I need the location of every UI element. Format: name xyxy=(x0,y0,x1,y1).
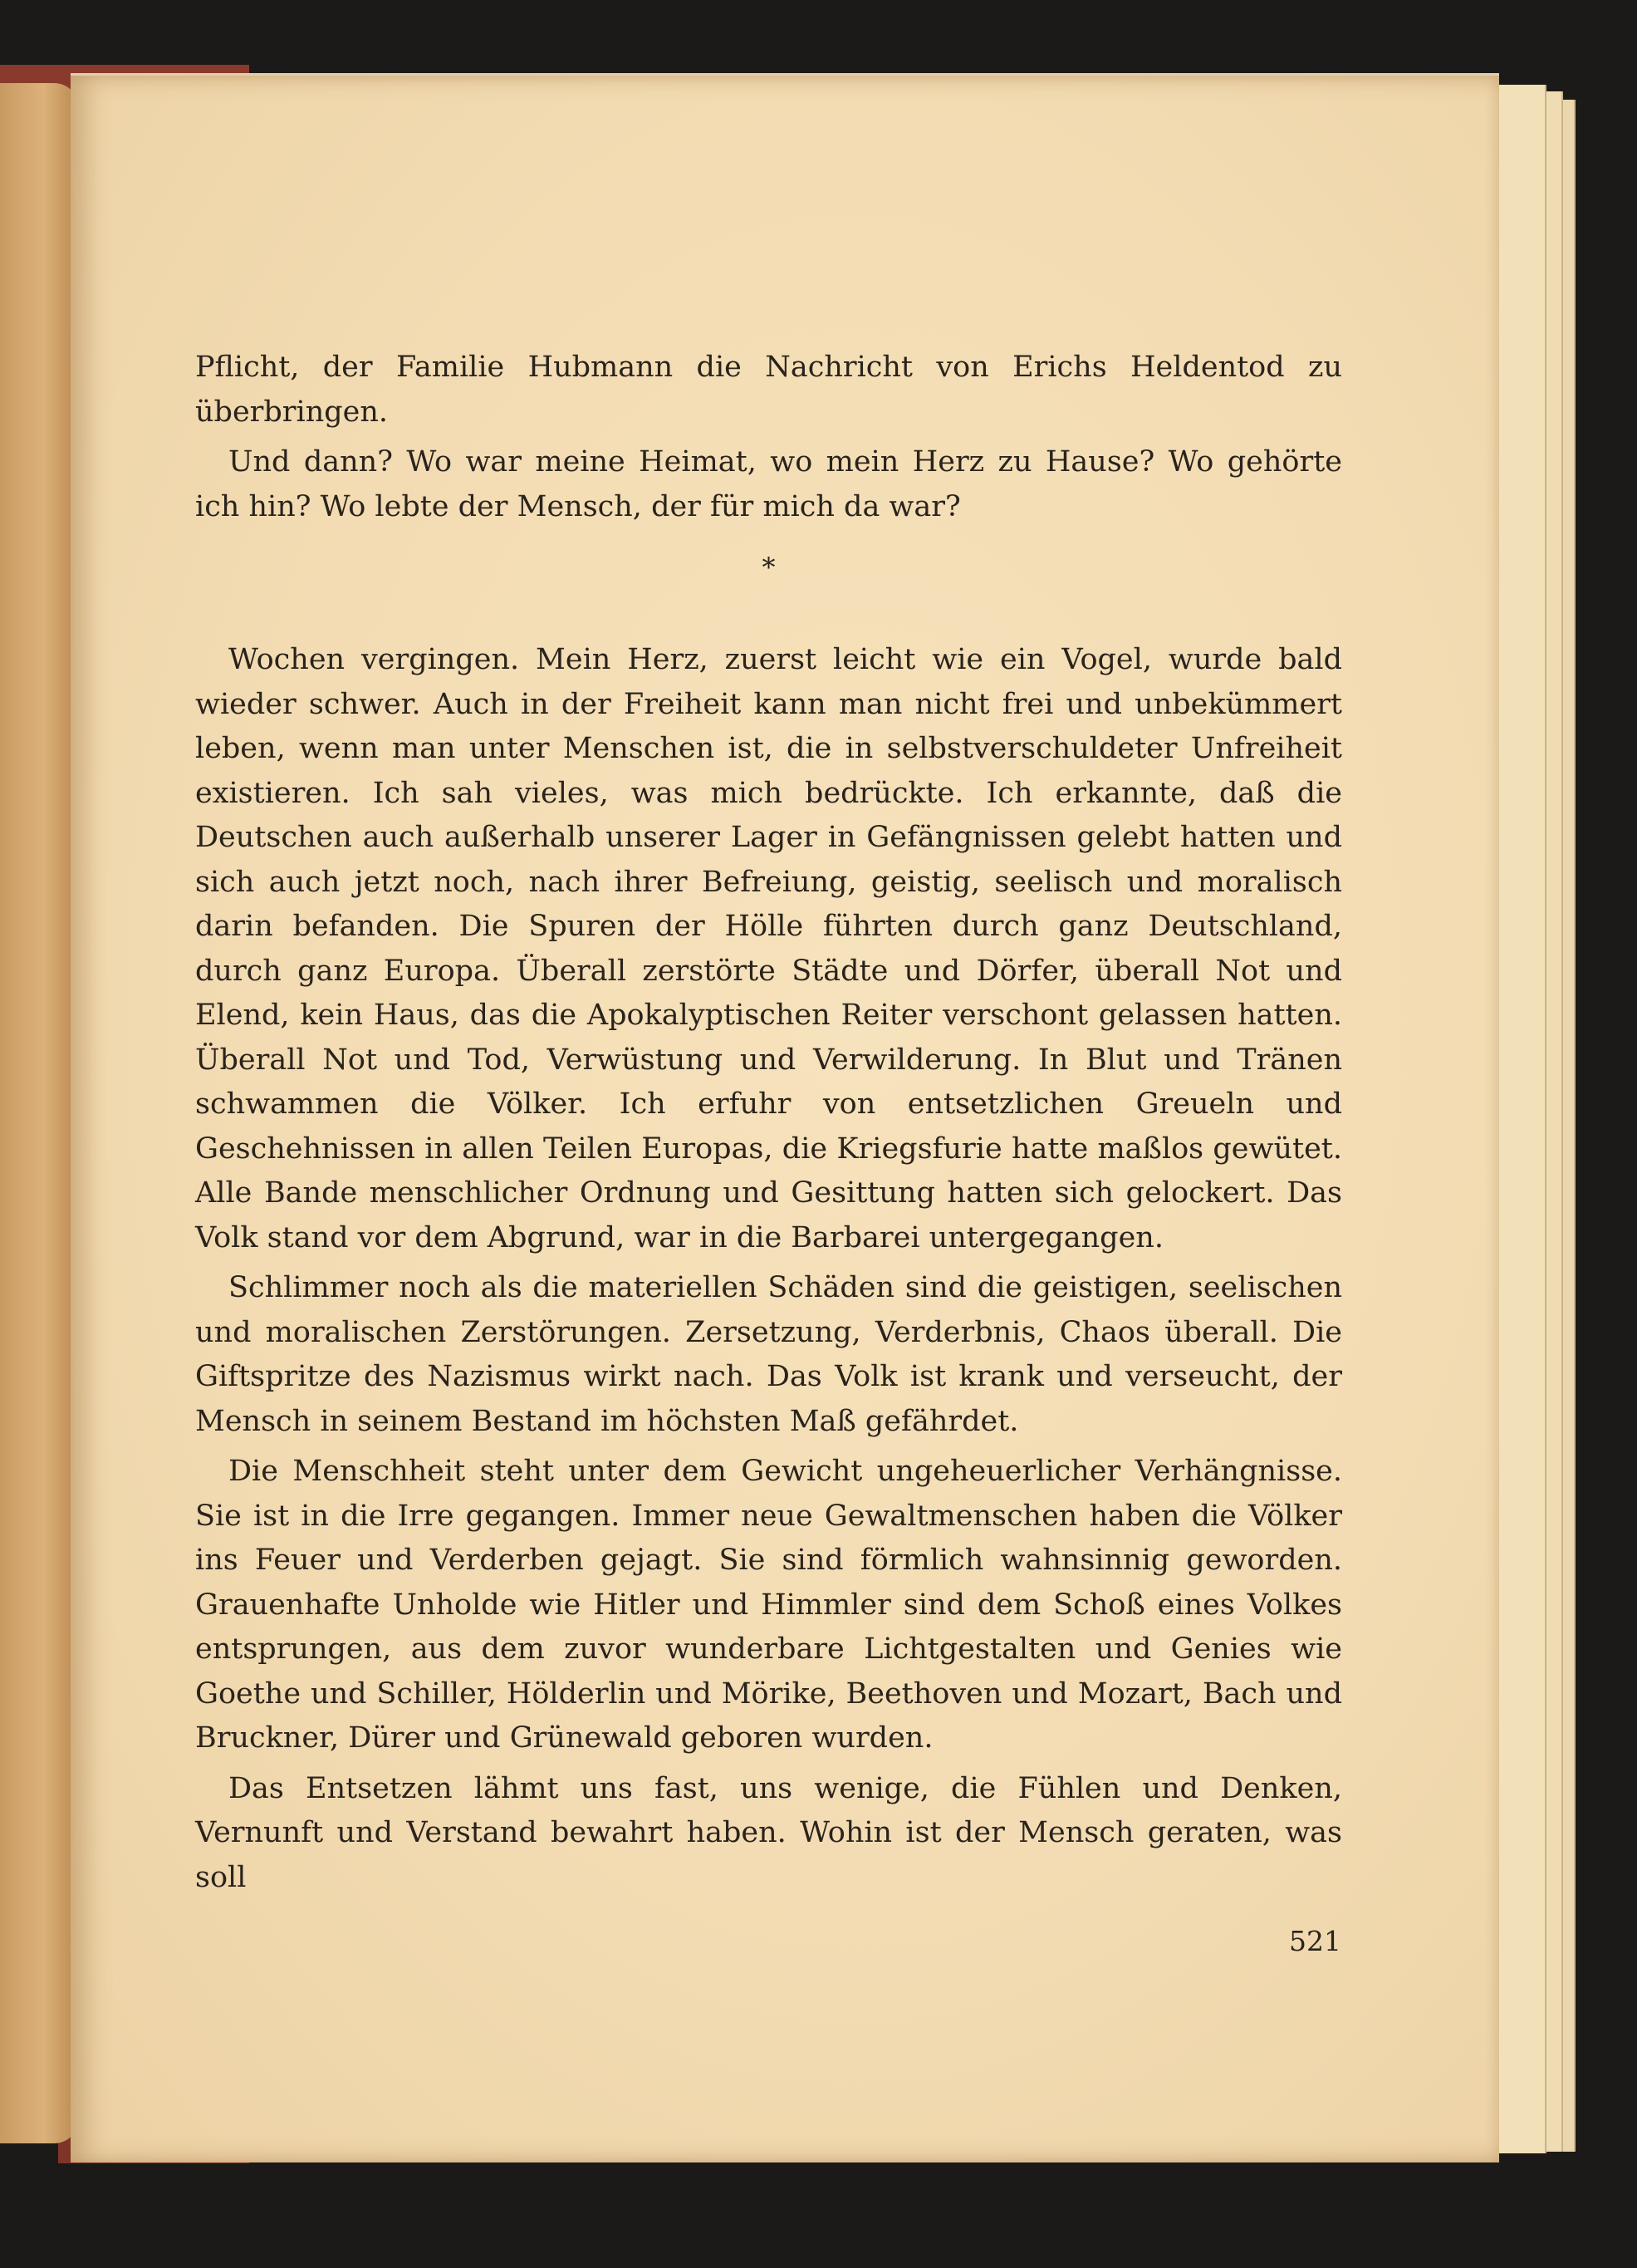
page-number: 521 xyxy=(1289,1925,1341,1957)
book-page xyxy=(71,73,1499,2162)
body-text xyxy=(195,346,1342,1906)
paragraph: Das Entsetzen lähmt uns fast, uns wenige, die Fühlen und Denken, Vernunft und Verstand bewahrt haben. Wohin ist der Mensch geraten, was soll xyxy=(195,1771,1342,1894)
previous-page-edge xyxy=(0,83,79,2143)
paragraph: Die Menschheit steht unter dem Gewicht ungeheuerlicher Verhängnisse. Sie ist in die Irre gegangen. Immer neue Gewaltmenschen haben die Völker ins Feuer und Verderben gejagt. Sie sind förmlich wahnsinnig geworden. Grauenhafte Unholde wie Hitler und Himmler sind dem Schoß eines Volkes entsprungen, aus dem zuvor wunderbare Lichtgestalten und Genies wie Goethe und Schiller, Hölderlin und Mörike, Beethoven und Mozart, Bach und Bruckner, Dürer und Grünewald geboren wurden. xyxy=(195,1455,1342,1755)
section-separator: * xyxy=(762,552,776,583)
paragraph: Wochen vergingen. Mein Herz, zuerst leicht wie ein Vogel, wurde bald wieder schwer. Auch in der Freiheit kann man nicht frei und unbekümmert leben, wenn man unter Menschen ist, die in selbstverschuldeter Unfreiheit existieren. Ich sah vieles, was mich bedrückte. Ich erkannte, daß die Deutschen auch außerhalb unserer Lager in Gefängnissen gelebt hatten und sich auch jetzt noch, nach ihrer Befreiung, geistig, seelisch und moralisch darin befanden. Die Spuren der Hölle führten durch ganz Deutschland, durch ganz Europa. Überall zerstörte Städte und Dörfer, überall Not und Elend, kein Haus, das die Apokalyptischen Reiter verschont gelassen hatten. Überall Not und Tod, Verwüstung und Verwilderung. In Blut und Tränen schwammen die Völker. Ich erfuhr von entsetzlichen Greueln und Geschehnissen in allen Teilen Europas, die Kriegsfurie hatte maßlos gewütet. Alle Bande menschlicher Ordnung und Gesittung hatten sich gelockert. Das Volk stand vor dem Abgrund, war in die Barbarei untergegangen. xyxy=(195,643,1342,1254)
paragraph: Pflicht, der Familie Hubmann die Nachricht von Erichs Heldentod zu überbringen. xyxy=(195,351,1342,429)
paragraph: Schlimmer noch als die materiellen Schäden sind die geistigen, seelischen und moralischen Zerstörungen. Zersetzung, Verderbnis, Chaos überall. Die Giftspritze des Nazismus wirkt nach. Das Volk ist krank und verseucht, der Mensch in seinem Bestand im höchsten Maß gefährdet. xyxy=(195,1271,1342,1438)
paragraph: Und dann? Wo war meine Heimat, wo mein Herz zu Hause? Wo gehörte ich hin? Wo lebte der Mensch, der für mich da war? xyxy=(195,445,1342,523)
